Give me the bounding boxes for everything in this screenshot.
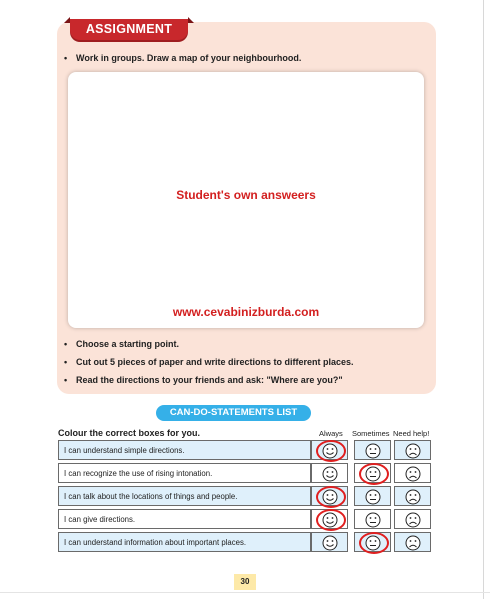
can-do-statement: I can understand simple directions.: [58, 440, 311, 460]
selected-rating-circle: [359, 532, 389, 554]
header-need-help: Need help!: [393, 429, 430, 438]
rating-cell[interactable]: [354, 440, 391, 460]
rating-cell[interactable]: [311, 463, 348, 483]
assignment-task: [64, 52, 301, 64]
smiley-neutral-icon: [365, 512, 381, 528]
can-do-statement: I can recognize the use of rising intonation.: [58, 463, 311, 483]
smiley-neutral-icon: [365, 443, 381, 459]
map-drawing-area: [68, 72, 424, 328]
smiley-neutral-icon: [365, 489, 381, 505]
can-do-statement: I can talk about the locations of things and people.: [58, 486, 311, 506]
smiley-sad-icon: [405, 535, 421, 551]
selected-rating-circle: [316, 440, 346, 462]
assignment-tab-label: ASSIGNMENT: [85, 22, 173, 36]
smiley-sad-icon: [405, 512, 421, 528]
rating-cell[interactable]: [394, 440, 431, 460]
smiley-sad-icon: [405, 466, 421, 482]
bullet-icon: •: [64, 357, 68, 367]
header-sometimes: Sometimes: [352, 429, 390, 438]
step-item: [64, 374, 343, 386]
smiley-sad-icon: [405, 489, 421, 505]
rating-cell[interactable]: [394, 486, 431, 506]
bullet-icon: •: [64, 339, 68, 349]
header-always: Always: [319, 429, 343, 438]
selected-rating-circle: [316, 509, 346, 531]
step-text: Choose a starting point.: [76, 339, 180, 349]
smiley-sad-icon: [405, 443, 421, 459]
smiley-happy-icon: [322, 466, 338, 482]
rating-cell[interactable]: [394, 509, 431, 529]
bullet-icon: •: [64, 375, 68, 385]
bullet-icon: •: [64, 53, 68, 63]
selected-rating-circle: [359, 463, 389, 485]
page-number: 30: [234, 574, 256, 590]
can-do-instruction: Colour the correct boxes for you.: [58, 428, 201, 438]
can-do-statement: I can understand information about important places.: [58, 532, 311, 552]
rating-cell[interactable]: [354, 509, 391, 529]
page-edge-right: [483, 0, 484, 599]
rating-cell[interactable]: [311, 532, 348, 552]
tab-fold-right: [188, 17, 194, 23]
assignment-tab: [70, 19, 188, 40]
step-item: [64, 338, 179, 350]
map-answer-text: Student's own answeers: [176, 188, 316, 202]
step-text: Cut out 5 pieces of paper and write directions to different places.: [76, 357, 354, 367]
smiley-happy-icon: [322, 535, 338, 551]
can-do-statement: I can give directions.: [58, 509, 311, 529]
rating-cell[interactable]: [394, 463, 431, 483]
step-text: Read the directions to your friends and ask: "Where are you?": [76, 375, 343, 385]
step-item: [64, 356, 354, 368]
page-edge-bottom: [0, 592, 490, 593]
rating-cell[interactable]: [354, 486, 391, 506]
selected-rating-circle: [316, 486, 346, 508]
can-do-title: CAN-DO-STATEMENTS LIST: [156, 405, 311, 421]
rating-cell[interactable]: [394, 532, 431, 552]
assignment-task-text: Work in groups. Draw a map of your neighbourhood.: [76, 53, 302, 63]
watermark-text: www.cevabinizburda.com: [172, 305, 320, 319]
